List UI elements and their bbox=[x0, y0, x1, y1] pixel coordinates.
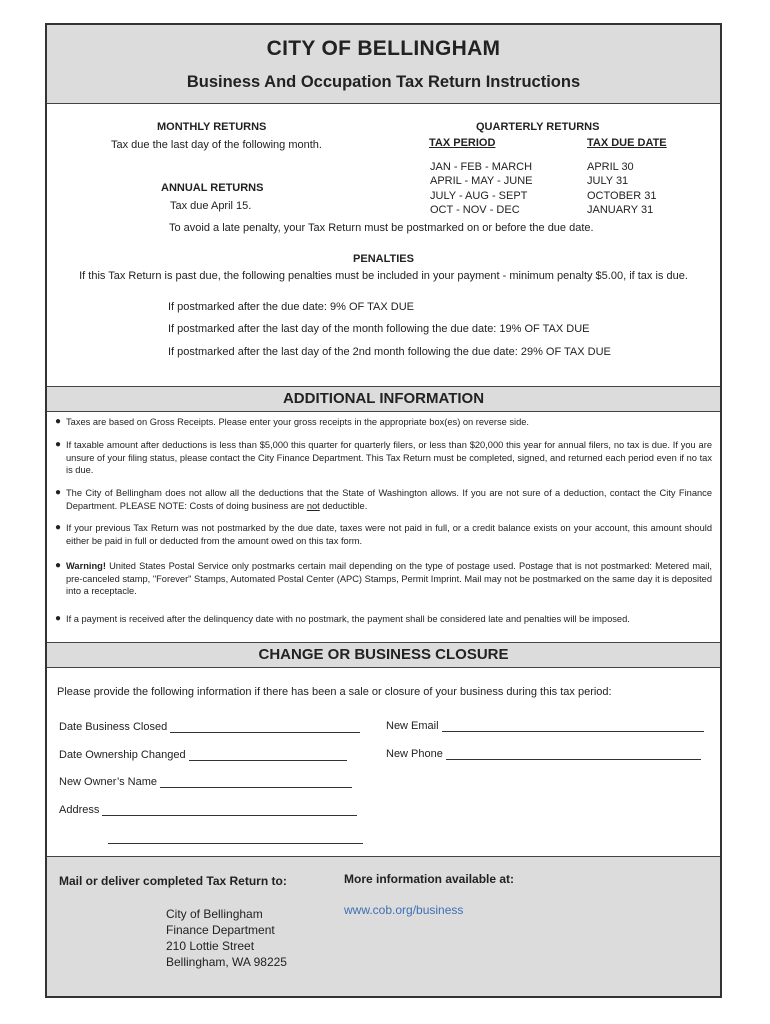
annual-returns-heading: ANNUAL RETURNS bbox=[161, 182, 264, 194]
bullet-icon: ● bbox=[55, 560, 62, 571]
penalties-heading: PENALTIES bbox=[353, 253, 414, 265]
additional-info-heading: ADDITIONAL INFORMATION bbox=[47, 386, 720, 412]
info-bullet: ● If your previous Tax Return was not postmarked by the due date, taxes were not paid in full, or a credit balance exists on your account, this amount should either be paid in full or deducted from the amount owed on this tax form. bbox=[55, 522, 712, 546]
quarter-period: JULY - AUG - SEPT bbox=[430, 190, 528, 202]
info-bullet: ● Warning! United States Postal Service only postmarks certain mail depending on the type of postage used. Postage that is not postmarked: Metered mail, pre-canceled stamp, "Forever" Stamps, Automated Postal Center (APC) Stamps, Permit Imprint. Mail may not be postmarked on the same day it is deposited into a receptacle. bbox=[55, 560, 712, 596]
new-email-field[interactable]: New Email bbox=[386, 720, 704, 732]
closure-heading: CHANGE OR BUSINESS CLOSURE bbox=[47, 642, 720, 668]
address-line: Finance Department bbox=[166, 923, 275, 937]
footer-band bbox=[47, 856, 720, 996]
quarter-due-date: JULY 31 bbox=[587, 175, 629, 187]
input-line[interactable] bbox=[189, 750, 347, 761]
bullet-icon: ● bbox=[55, 439, 62, 450]
penalties-intro: If this Tax Return is past due, the following penalties must be included in your payment - minimum penalty $5.00, if tax is due. bbox=[79, 270, 688, 282]
annual-returns-text: Tax due April 15. bbox=[170, 200, 252, 212]
page-subtitle: Business And Occupation Tax Return Instructions bbox=[186, 73, 581, 91]
date-business-closed-field[interactable]: Date Business Closed bbox=[59, 721, 360, 733]
quarter-due-date: JANUARY 31 bbox=[587, 204, 654, 216]
tax-period-column-header: TAX PERIOD bbox=[429, 137, 496, 149]
new-owner-name-field[interactable]: New Owner’s Name bbox=[59, 776, 352, 788]
late-penalty-note: To avoid a late penalty, your Tax Return must be postmarked on or before the due date. bbox=[169, 222, 594, 234]
quarter-due-date: OCTOBER 31 bbox=[587, 190, 657, 202]
monthly-returns-heading: MONTHLY RETURNS bbox=[157, 121, 267, 133]
more-info-heading: More information available at: bbox=[344, 872, 515, 886]
page-title: CITY OF BELLINGHAM bbox=[266, 37, 501, 60]
address-line: City of Bellingham bbox=[166, 907, 263, 921]
input-line[interactable] bbox=[442, 721, 704, 732]
input-line[interactable] bbox=[160, 777, 352, 788]
input-line[interactable] bbox=[446, 749, 701, 760]
address-line-2-input[interactable] bbox=[108, 833, 363, 844]
bullet-icon: ● bbox=[55, 522, 62, 533]
input-line[interactable] bbox=[102, 805, 357, 816]
penalty-item: If postmarked after the last day of the month following the due date: 19% OF TAX DUE bbox=[168, 323, 590, 335]
penalty-item: If postmarked after the last day of the 2nd month following the due date: 29% OF TAX DUE bbox=[168, 346, 611, 358]
info-bullet: ● If taxable amount after deductions is less than $5,000 this quarter for quarterly filers, or less than $20,000 this year for annual filers, no tax is due. If you are unsure of your filing status, please contact the City Finance Department. This Tax Return must be completed, signed, and returned each period even if no tax is due. bbox=[55, 439, 712, 475]
bullet-icon: ● bbox=[55, 613, 62, 624]
info-bullet: ● If a payment is received after the delinquency date with no postmark, the payment shall be considered late and penalties will be imposed. bbox=[55, 613, 630, 624]
quarterly-returns-heading: QUARTERLY RETURNS bbox=[476, 121, 600, 133]
quarter-period: OCT - NOV - DEC bbox=[430, 204, 520, 216]
date-ownership-changed-field[interactable]: Date Ownership Changed bbox=[59, 749, 347, 761]
bullet-icon: ● bbox=[55, 416, 62, 427]
quarter-due-date: APRIL 30 bbox=[587, 161, 634, 173]
more-info-link[interactable]: www.cob.org/business bbox=[344, 903, 464, 917]
header-band bbox=[47, 25, 720, 104]
penalty-item: If postmarked after the due date: 9% OF TAX DUE bbox=[168, 301, 414, 313]
mail-heading: Mail or deliver completed Tax Return to: bbox=[59, 874, 287, 888]
quarter-period: APRIL - MAY - JUNE bbox=[430, 175, 533, 187]
instructions-form bbox=[45, 23, 722, 998]
monthly-returns-text: Tax due the last day of the following month. bbox=[111, 139, 322, 151]
closure-intro: Please provide the following information if there has been a sale or closure of your business during this tax period: bbox=[57, 686, 612, 698]
tax-due-date-column-header: TAX DUE DATE bbox=[587, 137, 667, 149]
address-field[interactable]: Address bbox=[59, 804, 357, 816]
address-line: 210 Lottie Street bbox=[166, 939, 255, 953]
info-bullet: ● Taxes are based on Gross Receipts. Please enter your gross receipts in the appropriate box(es) on reverse side. bbox=[55, 416, 530, 427]
address-line: Bellingham, WA 98225 bbox=[166, 955, 287, 969]
bullet-icon: ● bbox=[55, 487, 62, 498]
quarter-period: JAN - FEB - MARCH bbox=[430, 161, 533, 173]
new-phone-field[interactable]: New Phone bbox=[386, 748, 701, 760]
input-line[interactable] bbox=[170, 722, 360, 733]
info-bullet: ● The City of Bellingham does not allow all the deductions that the State of Washington allows. If you are not sure of a deduction, contact the City Finance Department. PLEASE NOTE: Costs of doing business are not deductible. bbox=[55, 487, 712, 511]
